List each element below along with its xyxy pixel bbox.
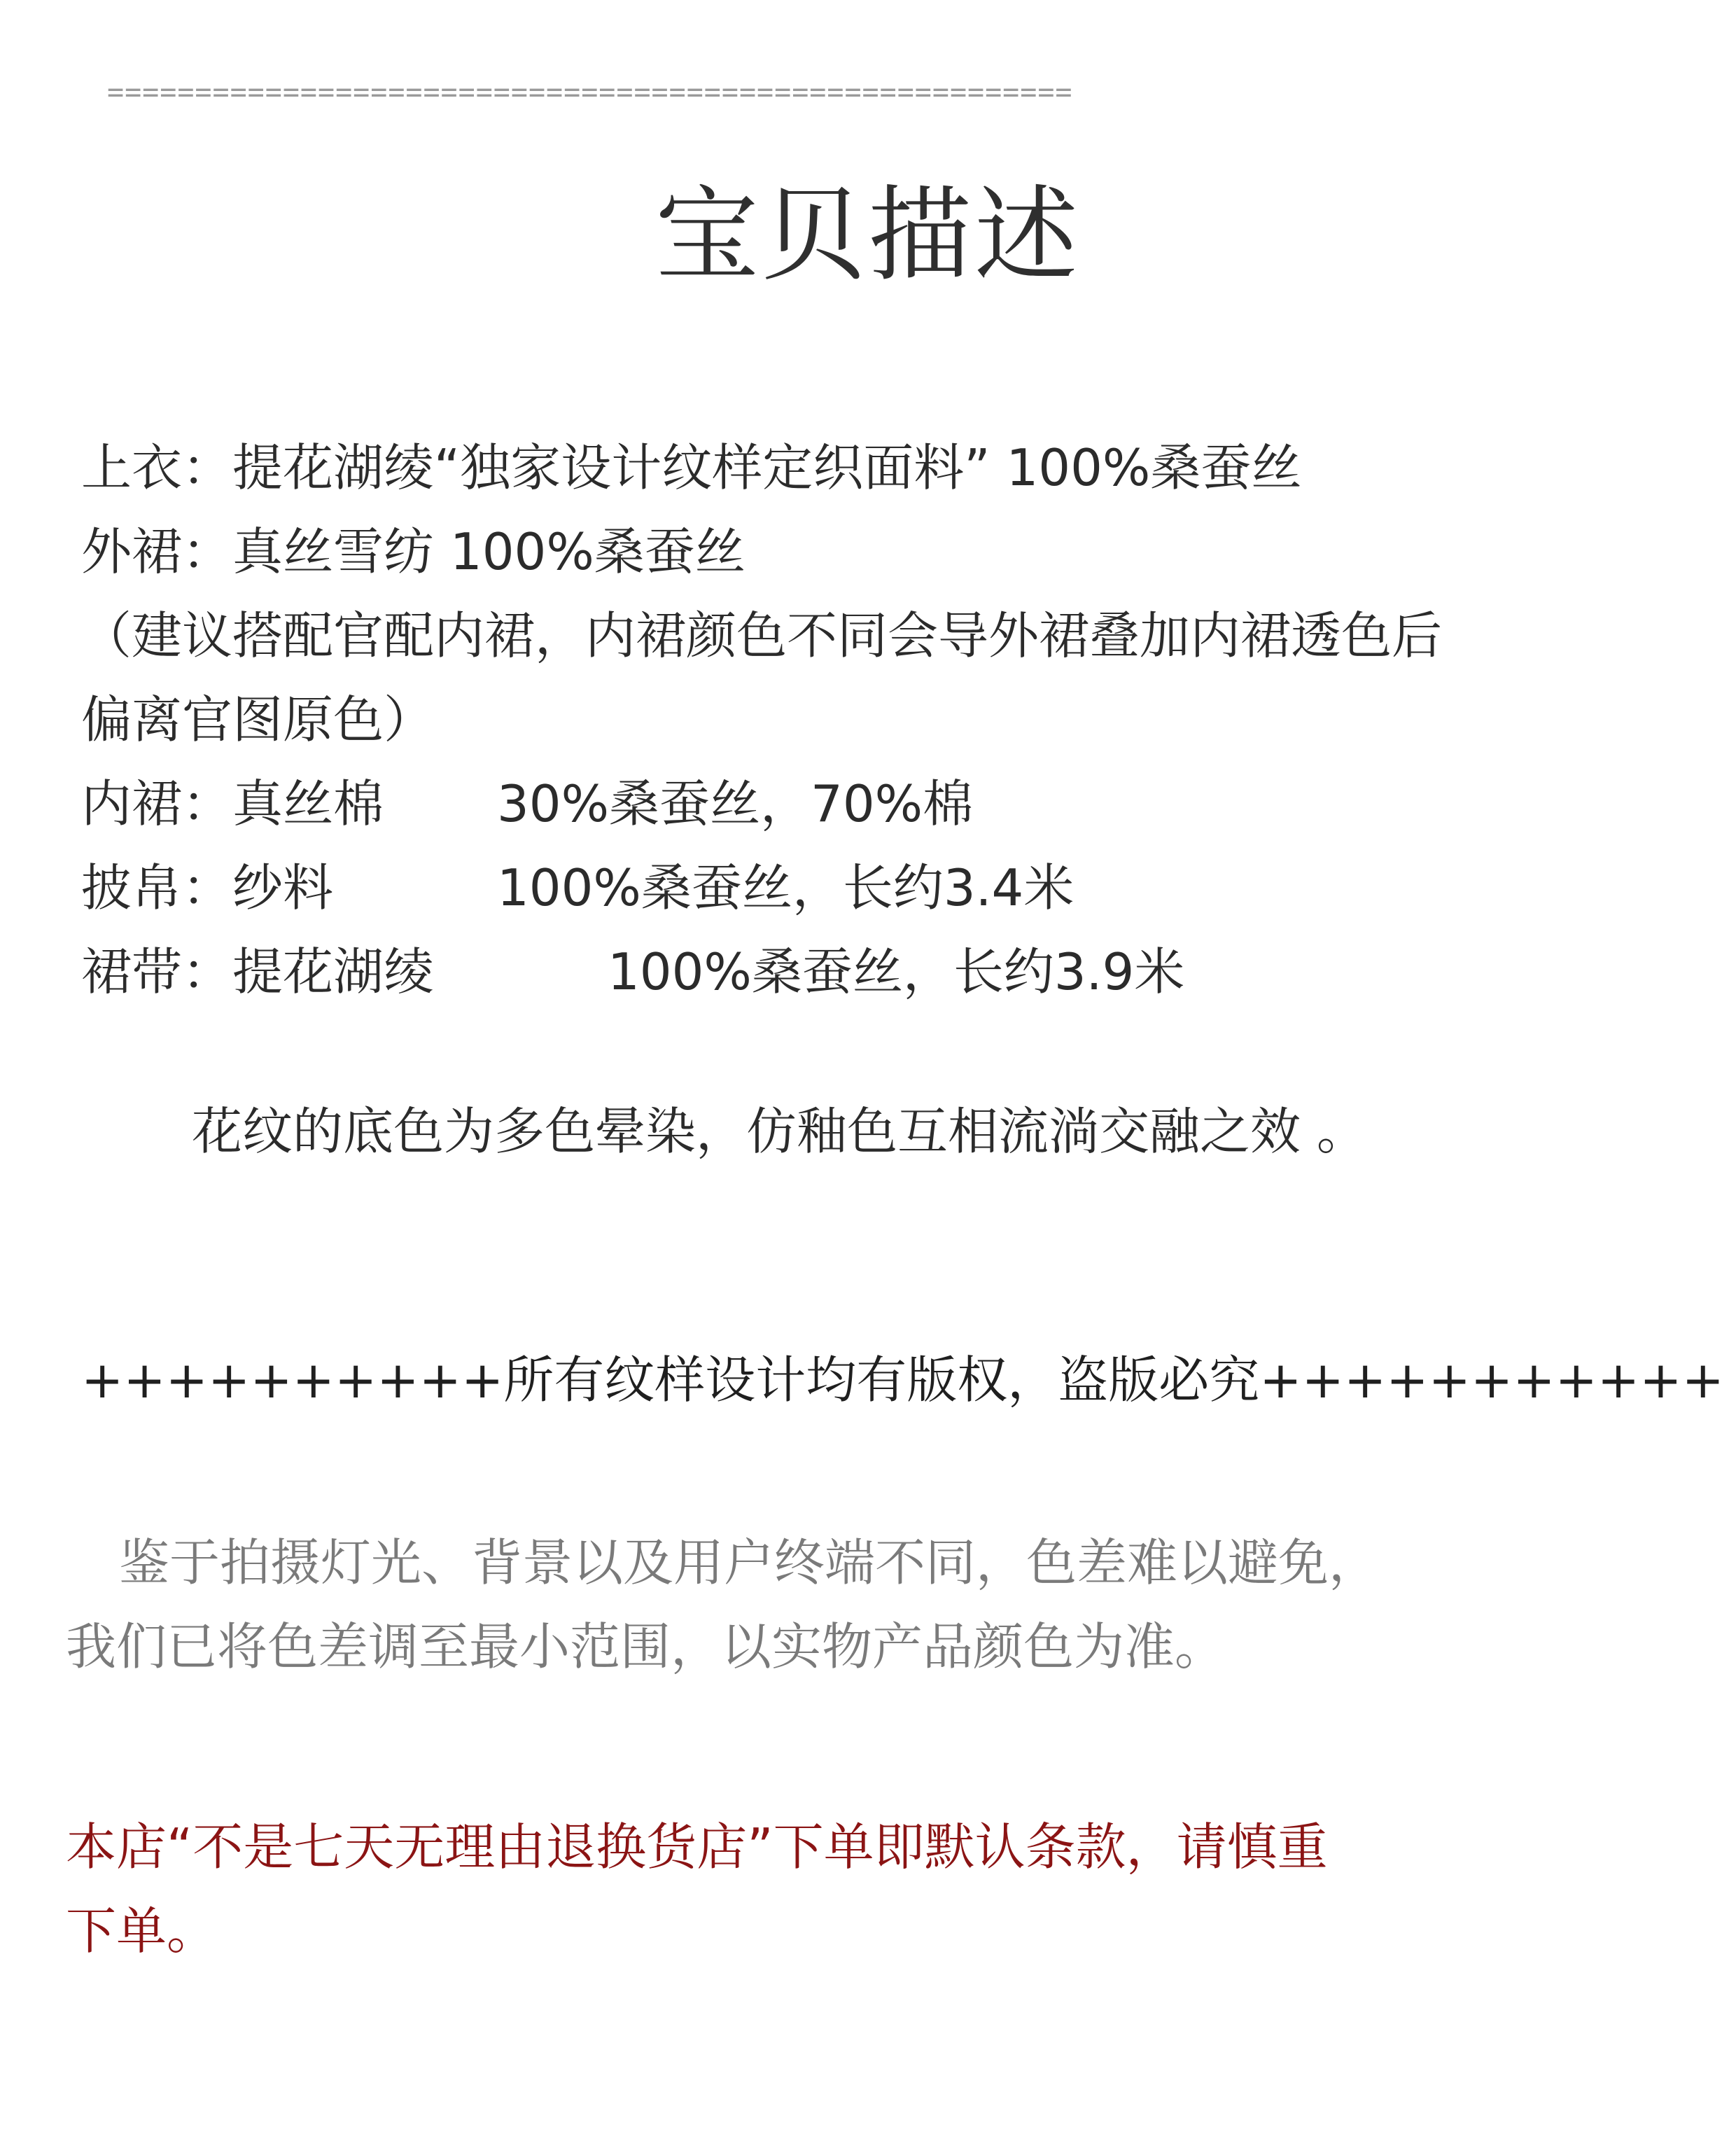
spec-outer-skirt: 外裙：真丝雪纺 100%桑蚕丝 bbox=[81, 522, 746, 581]
copyright-notice: ++++++++++所有纹样设计均有版权，盗版必究+++++++++++ bbox=[81, 1351, 1724, 1409]
top-separator: ======================================================= bbox=[107, 78, 1073, 106]
spec-inner-skirt bbox=[81, 774, 384, 833]
spec-shawl-label: 披帛：纱料 bbox=[81, 858, 334, 917]
spec-inner-skirt-value: 30%桑蚕丝，70%棉 bbox=[497, 774, 974, 833]
spec-belt-value: 100%桑蚕丝，长约3.9米 bbox=[608, 942, 1185, 1001]
disclaimer-line2: 我们已将色差调至最小范围，以实物产品颜色为准。 bbox=[66, 1617, 1226, 1676]
spec-inner-skirt-label: 内裙：真丝棉 bbox=[81, 774, 384, 833]
disclaimer-line1: 鉴于拍摄灯光、背景以及用户终端不同，色差难以避免， bbox=[119, 1533, 1380, 1592]
spec-belt-label: 裙带：提花湖绫 bbox=[81, 942, 435, 1001]
policy-line2: 下单。 bbox=[66, 1902, 218, 1960]
spec-shawl bbox=[81, 858, 334, 917]
spec-suggestion-line2: 偏离官图原色） bbox=[81, 690, 435, 749]
spec-top: 上衣：提花湖绫“独家设计纹样定织面料” 100%桑蚕丝 bbox=[81, 438, 1302, 497]
spec-suggestion-line1: （建议搭配官配内裙，内裙颜色不同会导外裙叠加内裙透色后 bbox=[81, 606, 1443, 665]
spec-shawl-value: 100%桑蚕丝，长约3.4米 bbox=[497, 858, 1074, 917]
spec-belt bbox=[81, 942, 435, 1001]
page-title: 宝贝描述 bbox=[655, 175, 1081, 295]
pattern-note: 花纹的底色为多色晕染，仿釉色互相流淌交融之效 。 bbox=[192, 1102, 1367, 1161]
policy-line1: 本店“不是七天无理由退换货店”下单即默认条款，请慎重 bbox=[66, 1818, 1328, 1876]
